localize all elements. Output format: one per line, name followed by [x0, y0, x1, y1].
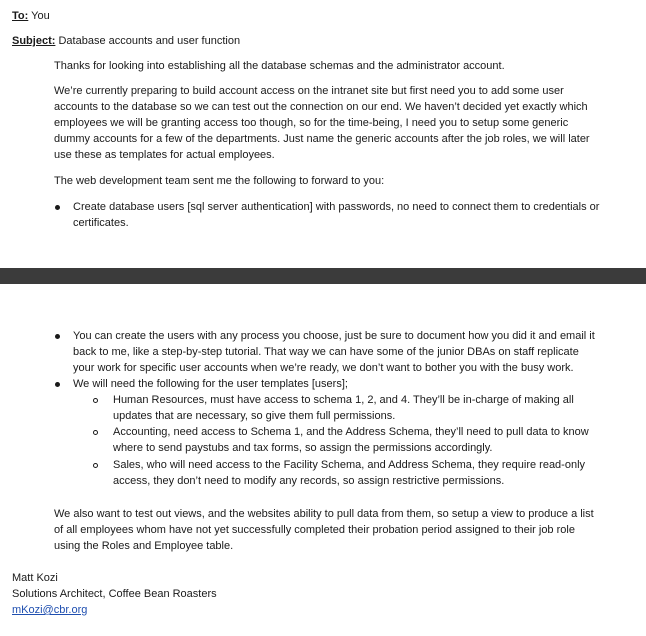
to-label: To:: [12, 10, 29, 22]
signature-email-link[interactable]: mKozi@cbr.org: [12, 604, 88, 616]
subject-line: [12, 33, 240, 49]
signature-title: Solutions Architect, Coffee Bean Roasters: [12, 588, 217, 600]
request-line-5: use these as templates for actual employees.: [54, 149, 275, 161]
subject-value: Database accounts and user function: [58, 35, 241, 47]
sub-2-line-1: Accounting, need access to Schema 1, and the Address Schema, they’ll need to pull data to know: [113, 426, 589, 438]
views-line-3: using the Roles and Employee table.: [54, 540, 234, 552]
sub-bullet-marker: [93, 398, 98, 403]
subject-label: Subject:: [12, 35, 56, 47]
sub-1-line-1: Human Resources, must have access to schema 1, 2, and 4. They’ll be in-charge of making all: [113, 394, 574, 406]
views-line-1: We also want to test out views, and the websites ability to pull data from them, so setup a view to produce a list: [54, 508, 594, 520]
bullet-1-line-2: certificates.: [73, 217, 129, 229]
request-line-2: accounts to the database so we can test out the connection on our end. We haven’t decided yet exactly which: [54, 101, 588, 113]
sub-bullet-marker: [93, 463, 98, 468]
bullet-2-line-2: back to me, like a step-by-step tutorial. That way we can have some of the junior DBAs on staff replicate: [73, 346, 579, 358]
request-line-1: We’re currently preparing to build account access on the intranet site but first need you to add some user: [54, 85, 564, 97]
bullet-marker: [55, 205, 60, 210]
bullet-1-line-1: Create database users [sql server authentication] with passwords, no need to connect them to credentials or: [73, 201, 600, 213]
to-line: [12, 8, 50, 24]
sub-3-line-2: access, they don’t need to modify any records, so assign restrictive permissions.: [113, 475, 505, 487]
signature-name: Matt Kozi: [12, 572, 58, 584]
request-line-4: dummy accounts for a few of the departments. Just name the generic accounts after the job roles, we will later: [54, 133, 590, 145]
bullet-marker: [55, 334, 60, 339]
forward-paragraph: The web development team sent me the following to forward to you:: [54, 175, 385, 187]
bullet-2-line-3: your work for specific user accounts when we’re ready, we don’t want to bother you with the busy work.: [73, 362, 574, 374]
bullet-2-line-1: You can create the users with any process you choose, just be sure to document how you did it and email it: [73, 330, 595, 342]
sub-1-line-2: updates that are necessary, so give them full permissions.: [113, 410, 396, 422]
sub-3-line-1: Sales, who will need access to the Facility Schema, and Address Schema, they require read-only: [113, 459, 586, 471]
sub-2-line-2: where to send paystubs and tax forms, so assign the permissions accordingly.: [113, 442, 493, 454]
bullet-3-line: We will need the following for the user templates [users];: [73, 378, 348, 390]
intro-paragraph: Thanks for looking into establishing all the database schemas and the administrator account.: [54, 60, 505, 72]
sub-bullet-marker: [93, 430, 98, 435]
signature-email-line: [12, 602, 87, 618]
bullet-marker: [55, 382, 60, 387]
page-break-divider: [0, 268, 646, 284]
views-line-2: of all employees whom have not yet successfully completed their probation period assigned to their job role: [54, 524, 575, 536]
to-value: You: [31, 10, 50, 22]
request-line-3: employees we will be granting access too though, so for the time-being, I need you to setup some generic: [54, 117, 569, 129]
